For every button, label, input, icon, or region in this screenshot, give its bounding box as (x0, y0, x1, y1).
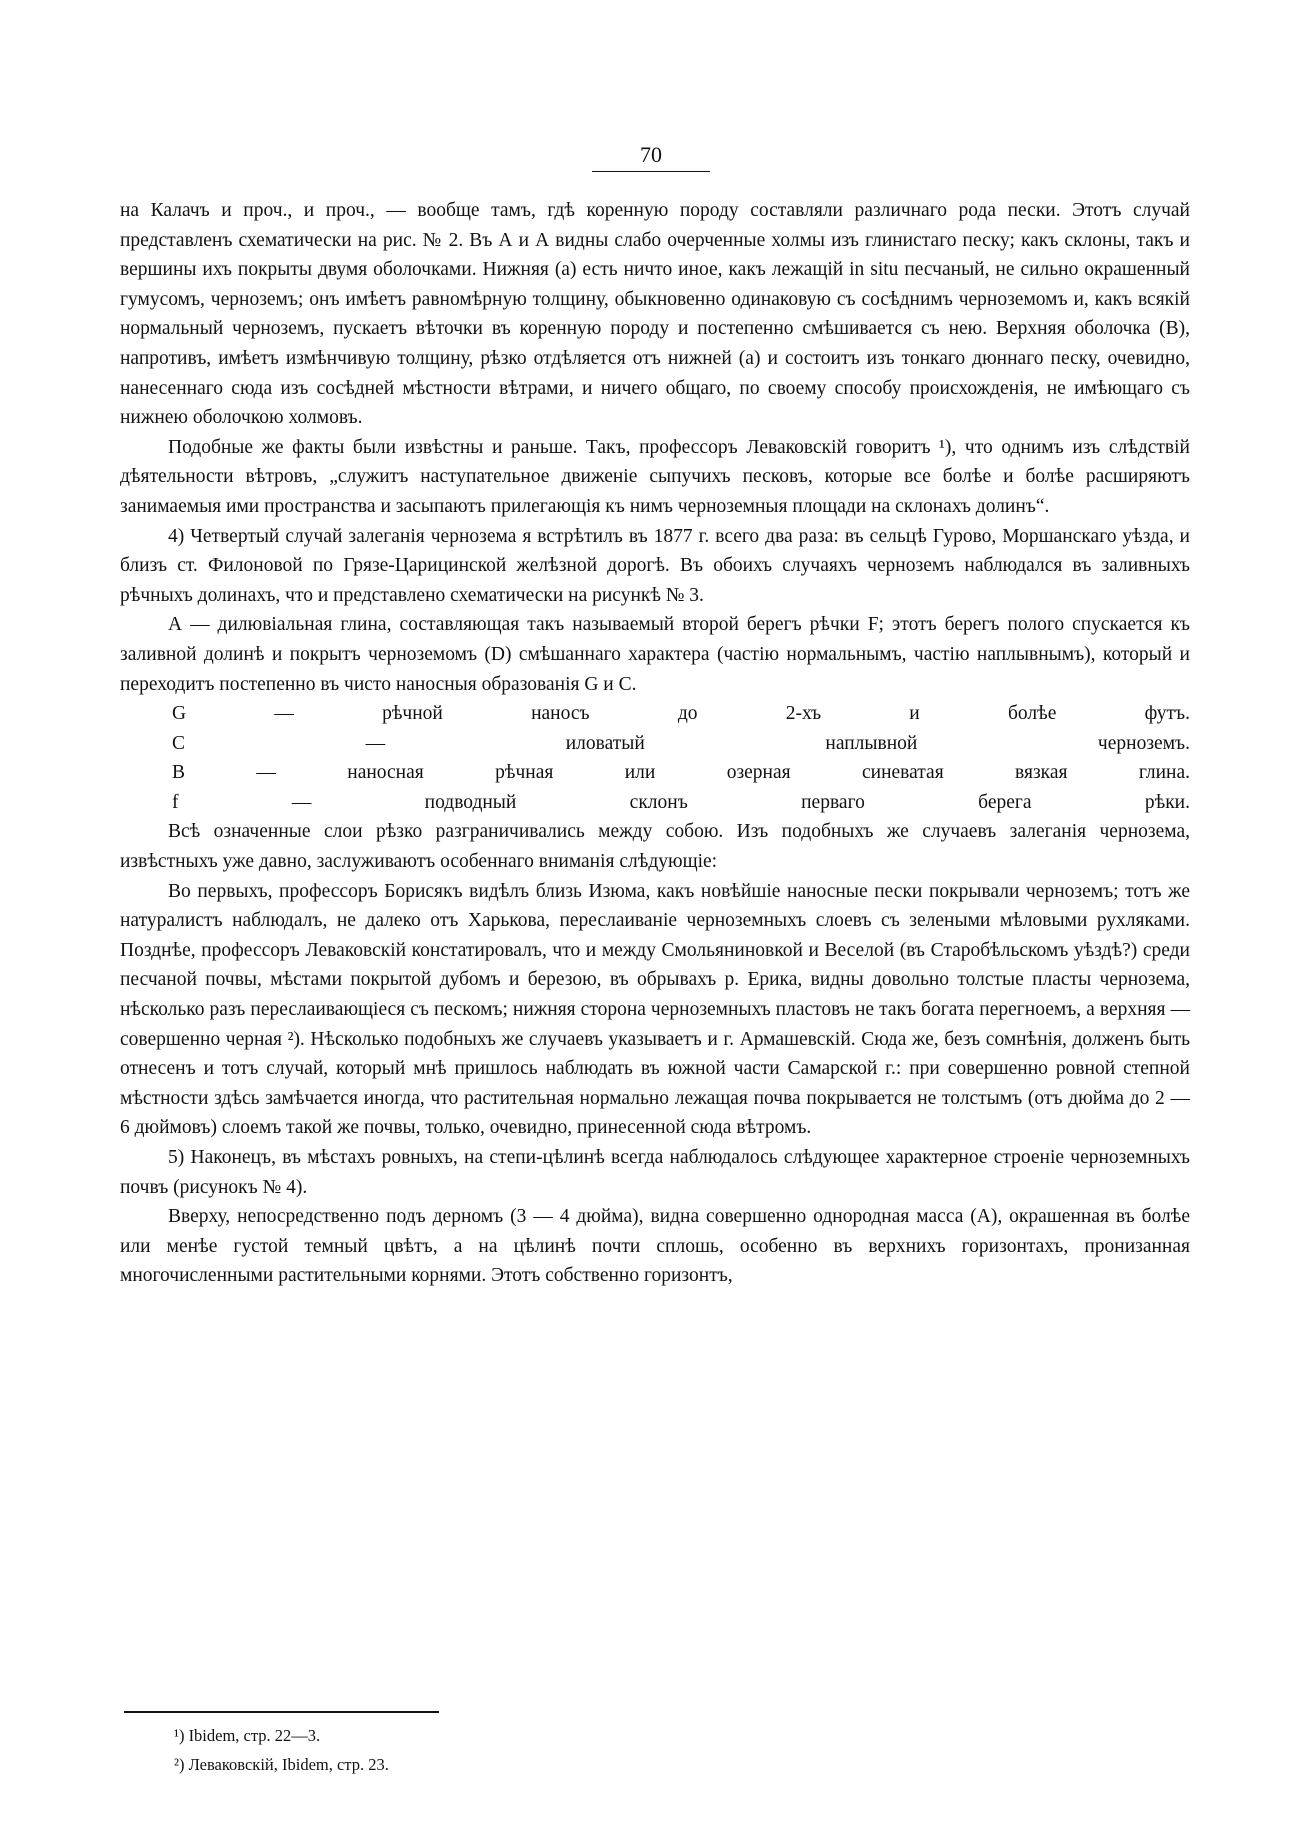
paragraph-5: Всѣ означенные слои рѣзко разграничивались между собою. Изъ подобныхъ же случаевъ залеганія чернозема, извѣстныхъ уже давно, заслуживаютъ особеннаго вниманія слѣдующіе: (120, 821, 1190, 873)
paragraph-8: Вверху, непосредственно подъ дерномъ (3 — 4 дюйма), видна совершенно однородная масса (А), окрашенная въ болѣе или менѣе густой темный цвѣтъ, а на цѣлинѣ почти сплошь, особенно въ верхнихъ горизонтахъ, пронизанная многочисленными растительными корнями. Этотъ собственно горизонтъ, (120, 1206, 1190, 1287)
legend-f: f — подводный склонъ перваго берега рѣки. (172, 791, 1190, 813)
footnotes (174, 1721, 389, 1779)
paragraph-4: А — дилювіальная глина, составляющая такъ называемый второй берегъ рѣчки F; этотъ берегъ полого спускается къ заливной долинѣ и покрытъ черноземомъ (D) смѣшаннаго характера (частію нормальнымъ, частію наплывнымъ), который и переходитъ постепенно въ чисто наносныя образованія G и C. (120, 614, 1190, 695)
body-text (120, 196, 1190, 1291)
paragraph-6: Во первыхъ, профессоръ Борисякъ видѣлъ близь Изюма, какъ новѣйшіе наносные пески покрывали черноземъ; тотъ же натуралистъ наблюдалъ, не далеко отъ Харькова, переслаиваніе черноземныхъ слоевъ съ зелеными мѣловыми рухляками. Позднѣе, профессоръ Леваковскій констатировалъ, что и между Смольяниновкой и Веселой (въ Старобѣльскомъ уѣздѣ?) среди песчаной почвы, мѣстами покрытой дубомъ и березою, въ обрывахъ р. Ерика, видны довольно толстые пласты чернозема, нѣсколько разъ переслаивающіеся съ пескомъ; нижняя сторона черноземныхъ пластовъ не такъ богата перегноемъ, а верхняя — совершенно черная ²). Нѣсколько подобныхъ же случаевъ указываетъ и г. Армашевскій. Сюда же, безъ сомнѣнія, долженъ быть отнесенъ и тотъ случай, который мнѣ пришлось наблюдать въ южной части Самарской г.: при совершенно ровной степной мѣстности здѣсь замѣчается иногда, что растительная нормально лежащая почва покрывается не толстымъ (отъ дюйма до 2 — 6 дюймовъ) слоемъ такой же почвы, только, очевидно, принесенной сюда вѣтромъ. (120, 880, 1190, 1139)
footnote-1: ¹) Ibidem, стр. 22—3. (174, 1726, 321, 1745)
footnote-rule (124, 1711, 439, 1713)
paragraph-3: 4) Четвертый случай залеганія чернозема я встрѣтилъ въ 1877 г. всего два раза: въ сельцѣ Гурово, Моршанскаго уѣзда, и близъ ст. Филоновой по Грязе-Царицинской желѣзной дорогѣ. Въ обоихъ случаяхъ черноземъ наблюдался въ заливныхъ рѣчныхъ долинахъ, что и представлено схематически на рисункѣ № 3. (120, 525, 1190, 606)
footnote-2: ²) Леваковскій, Ibidem, стр. 23. (174, 1755, 389, 1774)
legend-b: B — наносная рѣчная или озерная синеватая вязкая глина. (172, 762, 1190, 784)
paragraph-1: на Калачъ и проч., и проч., — вообще тамъ, гдѣ коренную породу составляли различнаго рода пески. Этотъ случай представленъ схематически на рис. № 2. Въ А и А видны слабо очерченные холмы изъ глинистаго песку; какъ склоны, такъ и вершины ихъ покрыты двумя оболочками. Нижняя (а) есть ничто иное, какъ лежащій in situ песчаный, не сильно окрашенный гумусомъ, черноземъ; онъ имѣетъ равномѣрную толщину, обыкновенно одинаковую съ сосѣднимъ черноземомъ и, какъ всякій нормальный черноземъ, пускаетъ вѣточки въ коренную породу и постепенно смѣшивается съ нею. Верхняя оболочка (В), напротивъ, имѣетъ измѣнчивую толщину, рѣзко отдѣляется отъ нижней (а) и состоитъ изъ тонкаго дюннаго песку, очевидно, нанесеннаго сюда изъ сосѣдней мѣстности вѣтрами, и ничего общаго, по своему способу происхожденія, не имѣющаго съ нижнею оболочкою холмовъ. (120, 200, 1190, 429)
legend-g: G — рѣчной наносъ до 2-хъ и болѣе футъ. (172, 703, 1190, 725)
paragraph-2: Подобные же факты были извѣстны и раньше. Такъ, профессоръ Леваковскій говоритъ ¹), что однимъ изъ слѣдствій дѣятельности вѣтровъ, „служитъ наступательное движеніе сыпучихъ песковъ, которые все болѣе и болѣе расширяютъ занимаемыя ими пространства и засыпаютъ прилегающія къ нимъ черноземныя площади на склонахъ долинъ“. (120, 436, 1190, 517)
paragraph-7: 5) Наконецъ, въ мѣстахъ ровныхъ, на степи-цѣлинѣ всегда наблюдалось слѣдующее характерное строеніе черноземныхъ почвъ (рисунокъ № 4). (120, 1147, 1190, 1198)
legend-c: C — иловатый наплывной черноземъ. (172, 732, 1190, 754)
page-number: 70 (592, 142, 710, 172)
